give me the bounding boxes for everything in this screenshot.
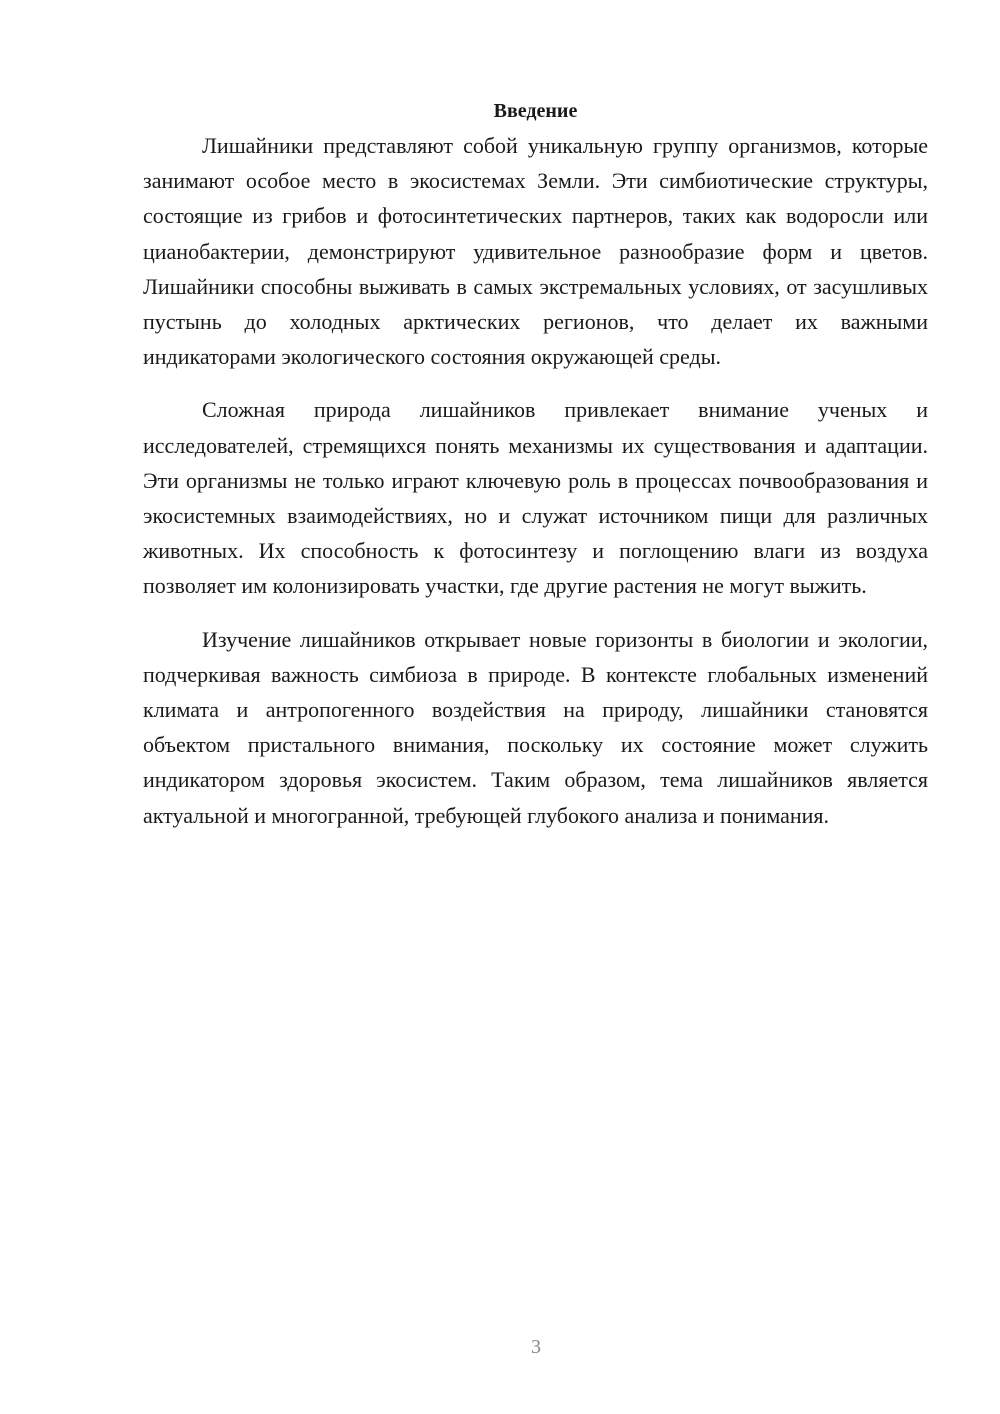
section-heading: Введение bbox=[493, 100, 578, 122]
page-number: 3 bbox=[531, 1336, 541, 1358]
paragraph-1: Лишайники представляют собой уникальную группу организмов, которые занимают особое место в экосистемах Земли. Эти симбиотические структуры, состоящие из грибов и фотосинтетических партнеров, таких как водоросли или цианобактерии, демонстрируют удивительное разнообразие форм и цветов. Лишайники способны выживать в самых экстремальных условиях, от засушливых пустынь до холодных арктических регионов, что делает их важными индикаторами экологического состояния окружающей среды. bbox=[143, 133, 928, 370]
page-content bbox=[143, 96, 928, 851]
paragraph-2: Сложная природа лишайников привлекает внимание ученых и исследователей, стремящихся понять механизмы их существования и адаптации. Эти организмы не только играют ключевую роль в процессах почвообразования и экосистемных взаимодействиях, но и служат источником пищи для различных животных. Их способность к фотосинтезу и поглощению влаги из воздуха позволяет им колонизировать участки, где другие растения не могут выжить. bbox=[143, 397, 928, 599]
paragraph-3: Изучение лишайников открывает новые горизонты в биологии и экологии, подчеркивая важность симбиоза в природе. В контексте глобальных изменений климата и антропогенного воздействия на природу, лишайники становятся объектом пристального внимания, поскольку их состояние может служить индикатором здоровья экосистем. Таким образом, тема лишайников является актуальной и многогранной, требующей глубокого анализа и понимания. bbox=[143, 626, 928, 828]
